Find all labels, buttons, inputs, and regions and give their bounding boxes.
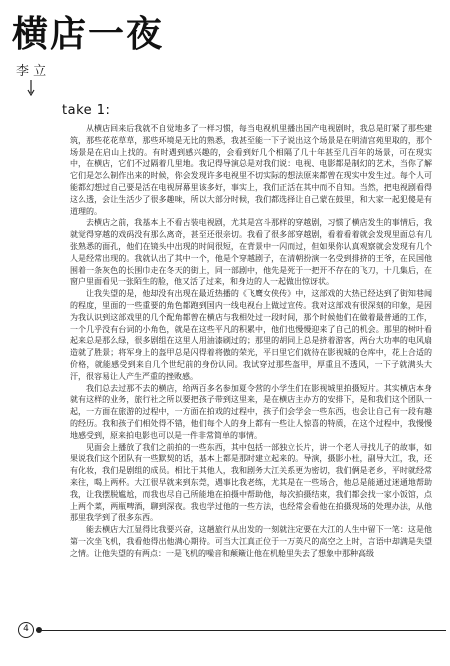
article-body xyxy=(70,123,432,615)
article-title: 横店一夜 xyxy=(12,14,165,55)
paragraph: 能去横店大江显得比我要兴奋，这趟旅行从出发的一刻就注定要在大江的人生中留下一笔：这是他第一次坐飞机，我看他得出他满心期待。可当大江真正位于一万英尺的高空之上时，言语中却满是失望之情。让他失望的有两点：一是飞机的噪音和颠簸让他在机舱里失去了想象中那种高级 xyxy=(70,525,432,558)
paragraph: 去横店之前，我基本上不看古装电视剧，尤其是宫斗那样的穿越剧，习惯了横店发生的事情后，我就觉得穿越的戏码没有那么离奇，甚至还很亲切。我看了很多部穿越剧，看着看着就会发现里面总有几张熟悉的面孔，他们在镜头中出现的时间很短，在背景中一闪而过，但如果你认真观察就会发现有几个人是经常出现的。我就认出了其中一个，他是个穿越剧子，在清朝扮演一名受到排挤的王爷，在民国他围着一条灰色的长围巾走在冬天的街上，同一部剧中，他先是死于一把开不存在的飞刀，十几集后，在窗户里面看见一张陌生的脸，他又活了过来，和身边的人一起做出惊讶状。 xyxy=(70,218,432,287)
paragraph: 让我失望的是，他却没有出现在最近热播的《飞鹰女侠传》中，这部戏的大热已经达到了街知巷闻的程度，里面的一些重要的角色都跑到国内一线电视台上做过宣传。我对这部戏有很深刻的印象，是因为我认识到这部戏里的几个配角都曾在横店与我相处过一段时间，那个时候他们在做着最普通的工作，一个几乎没有台词的小角色，就是在这些平凡的积累中，他们也慢慢迎来了自己的机会。那里的树叶看起来总是那么绿，很多剧组在这里人用油漆刷过的；那里的胡同上总是挤着游客，两台大功率的电风扇造就了胜景；将军身上的盔甲总是闪得着将傲的荣光，平日里它们就待在影视城的仓库中，花上合适的价格，就能感受到来自几个世纪前的身份认同。我试穿过那些盔甲，厚重且不透风，一下子就满头大汗，很容易让人产生严重的挫败感。 xyxy=(70,289,432,381)
footer-rule xyxy=(36,630,446,631)
article-author: 李 立 xyxy=(16,64,47,79)
down-arrow-icon xyxy=(26,80,36,96)
page-number: 4 xyxy=(18,622,34,638)
paragraph: 从横店回来后我就不自觉地多了一样习惯，每当电视机里播出国产电视剧时，我总是盯紧了那些建筑，那些花花草草，那些环境是无比的熟悉，我甚至能一下子说出这个场景是在明清宫苑里取的，那个场景是在启山上找的。有时遇到感兴趣的，会看到好几个相隔了几十年甚至几百年的场景，可在现实中，在横店，它们不过隔着几里地。我记得导演总是对我们说：电视、电影都是制幻的艺术，当你了解它们是怎么制作出来的时候，你会发现许多电视里不切实际的想法原来都曾在现实中发生过。每个人可能都幻想过自己要是活在电视屏幕里该多好，事实上，我们正活在其中而不自知。当然，把电视剧看得这么透，会让生活少了很多趣味，所以大部分时候，我们都选择让自己蒙在鼓里，和大家一起犯傻是有道理的。 xyxy=(70,124,432,216)
section-label: take 1: xyxy=(62,103,111,118)
paragraph: 见面会上播放了我们之前拍的一些东西，其中包括一部独立长片，讲一个老人寻找儿子的故事，如果说我们这个团队有一些默契的话，基本上都是那时建立起来的。导演，摄影小杜，副导大江，我，还有化妆，我们是剧组的成员。相比于其他人，我和剧务大江关系更为密切，我们俩是老乡，平时就经常来往，喝上两杯。大江很早就来到东莞，遇事比我老练，尤其是在一些场合，他总是能通过迷通地帮助我，让我摆脱尴尬，而我也尽自己所能地在拍摄中帮助他，每次拍摄结束，我们都会找一家小饭馆，点上两个菜，两瓶啤酒，聊到深夜。我也学过他的一些方法，也经常会看他在拍摄现场的处理办法，从他那里我学到了很多东西。 xyxy=(70,442,432,523)
paragraph: 我们总去过那不去的横店，给两百多名参加夏令营的小学生们在影视城里拍摄短片。其实横店本身就有这样的业务，旅行社之所以要把孩子带到这里来，是在横店主办方的安排下，是和我们这个团队一起，一方面在旅游的过程中，一方面在拍戏的过程中，孩子们会学会一些东西，也会让自己有一段有趣的经历。我和孩子们相处得不错，他们每个人的身上都有一些让人惊喜的特质，在这个过程中，我慢慢地感受到，原来拍电影也可以是一件非常简单的事情。 xyxy=(70,383,432,440)
